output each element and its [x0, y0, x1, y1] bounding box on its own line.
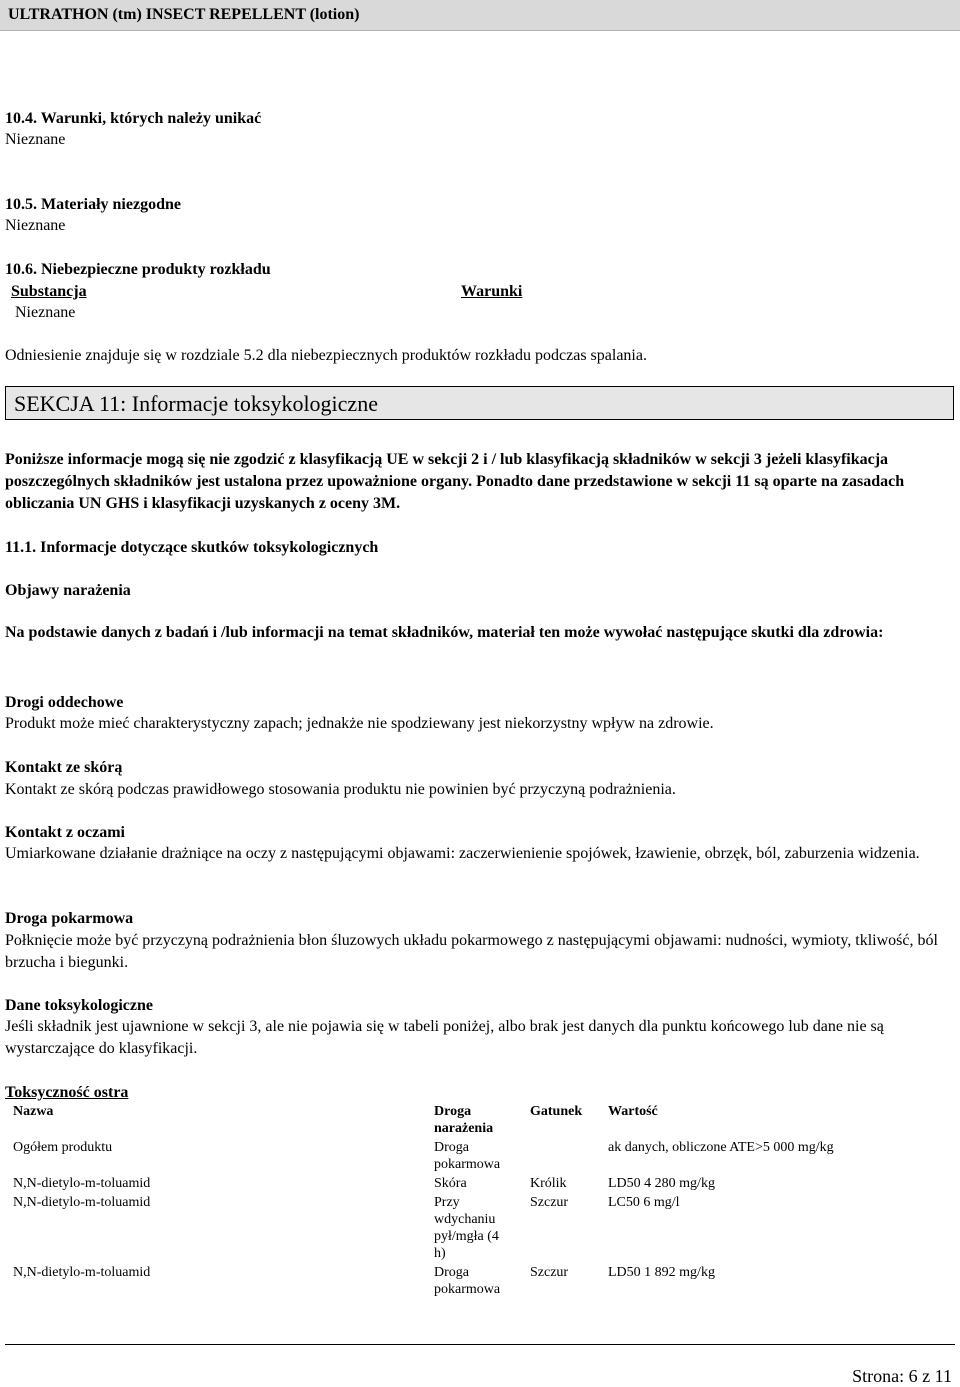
value-10-4: Nieznane	[5, 131, 66, 148]
cell-route: Droga pokarmowa	[434, 1140, 501, 1172]
heading-10-5: 10.5. Materiały niezgodne	[5, 196, 181, 213]
skin-heading: Kontakt ze skórą	[5, 759, 123, 776]
col-substance: Substancja	[11, 283, 87, 300]
eyes-text: Umiarkowane działanie drażniące na oczy z następującymi objawami: zaczerwienienie spojówek, łzawienie, obrzęk, ból, zaburzenia widzenia.	[5, 845, 920, 862]
cell-name: N,N-dietylo-m-toluamid	[13, 1195, 151, 1210]
ingestion-text: Połknięcie może być przyczyną podrażnienia błon śluzowych układu pokarmowego z następującymi objawami: nudności, wymioty, tkliwość, ból brzucha i biegunki.	[5, 932, 938, 971]
note-10-6: Odniesienie znajduje się w rozdziale 5.2 dla niebezpiecznych produktów rozkładu podczas spalania.	[5, 347, 647, 364]
acute-toxicity-table	[5, 1102, 955, 1299]
value-10-6: Nieznane	[15, 304, 76, 321]
col-name: Nazwa	[13, 1104, 54, 1119]
cell-species: Szczur	[530, 1195, 569, 1210]
symptoms-heading: Objawy narażenia	[5, 582, 131, 599]
value-10-5: Nieznane	[5, 217, 66, 234]
ingestion-heading: Droga pokarmowa	[5, 910, 134, 927]
heading-11-1: 11.1. Informacje dotyczące skutków toksykologicznych	[5, 539, 379, 556]
table-header-row	[5, 1102, 955, 1138]
col-route: Droga narażenia	[434, 1104, 494, 1136]
footer-divider	[5, 1344, 955, 1345]
cell-name: N,N-dietylo-m-toluamid	[13, 1265, 151, 1280]
cell-route: Skóra	[434, 1176, 467, 1191]
inhalation-text: Produkt może mieć charakterystyczny zapach; jednakże nie spodziewany jest niekorzystny wpływ na zdrowie.	[5, 715, 714, 732]
cell-name: Ogółem produktu	[13, 1140, 113, 1155]
document-header	[0, 0, 960, 31]
acute-toxicity-heading: Toksyczność ostra	[5, 1084, 129, 1101]
cell-species: Królik	[530, 1176, 567, 1191]
tox-data-text: Jeśli składnik jest ujawnione w sekcji 3, ale nie pojawia się w tabeli poniżej, albo brak jest danych dla punktu końcowego lub dane nie są wystarczające do klasyfikacji.	[5, 1018, 884, 1057]
inhalation-heading: Drogi oddechowe	[5, 694, 124, 711]
symptoms-intro: Na podstawie danych z badań i /lub informacji na temat składników, materiał ten może wywołać następujące skutki dla zdrowia:	[5, 624, 884, 641]
skin-text: Kontakt ze skórą podczas prawidłowego stosowania produktu nie powinien być przyczyną podrażnienia.	[5, 781, 676, 798]
eyes-heading: Kontakt z oczami	[5, 824, 125, 841]
document-title: ULTRATHON (tm) INSECT REPELLENT (lotion)	[8, 6, 360, 23]
section-11-intro: Poniższe informacje mogą się nie zgodzić z klasyfikacją UE w sekcji 2 i / lub klasyfikacją składników w sekcji 3 jeżeli klasyfikacja poszczególnych składników jest ustalona przez upoważnione organy. Ponadto dane przedstawione w sekcji 11 są oparte na zasadach obliczania UN GHS i klasyfikacji uzyskanych z oceny 3M.	[5, 451, 905, 512]
cell-species	[522, 1138, 600, 1174]
col-conditions: Warunki	[461, 283, 523, 300]
table-row	[5, 1138, 955, 1174]
section-11-title: SEKCJA 11: Informacje toksykologiczne	[14, 391, 378, 416]
cell-name: N,N-dietylo-m-toluamid	[13, 1176, 151, 1191]
cell-route: Droga pokarmowa	[434, 1265, 501, 1297]
page-number: Strona: 6 z 11	[852, 1366, 952, 1386]
col-species: Gatunek	[530, 1104, 583, 1119]
heading-10-4: 10.4. Warunki, których należy unikać	[5, 110, 262, 127]
cell-value: LD50 1 892 mg/kg	[608, 1265, 715, 1280]
table-row	[5, 1193, 955, 1263]
tox-data-heading: Dane toksykologiczne	[5, 997, 153, 1014]
cell-route: Przy wdychaniu pył/mgła (4 h)	[434, 1195, 499, 1261]
table-row	[5, 1174, 955, 1193]
table-row	[5, 1263, 955, 1299]
cell-species: Szczur	[530, 1265, 569, 1280]
cell-value: ak danych, obliczone ATE>5 000 mg/kg	[608, 1140, 834, 1155]
cell-value: LD50 4 280 mg/kg	[608, 1176, 715, 1191]
cell-value: LC50 6 mg/l	[608, 1195, 680, 1210]
col-value: Wartość	[608, 1104, 658, 1119]
heading-10-6: 10.6. Niebezpieczne produkty rozkładu	[5, 261, 271, 278]
section-11-banner	[5, 386, 954, 420]
